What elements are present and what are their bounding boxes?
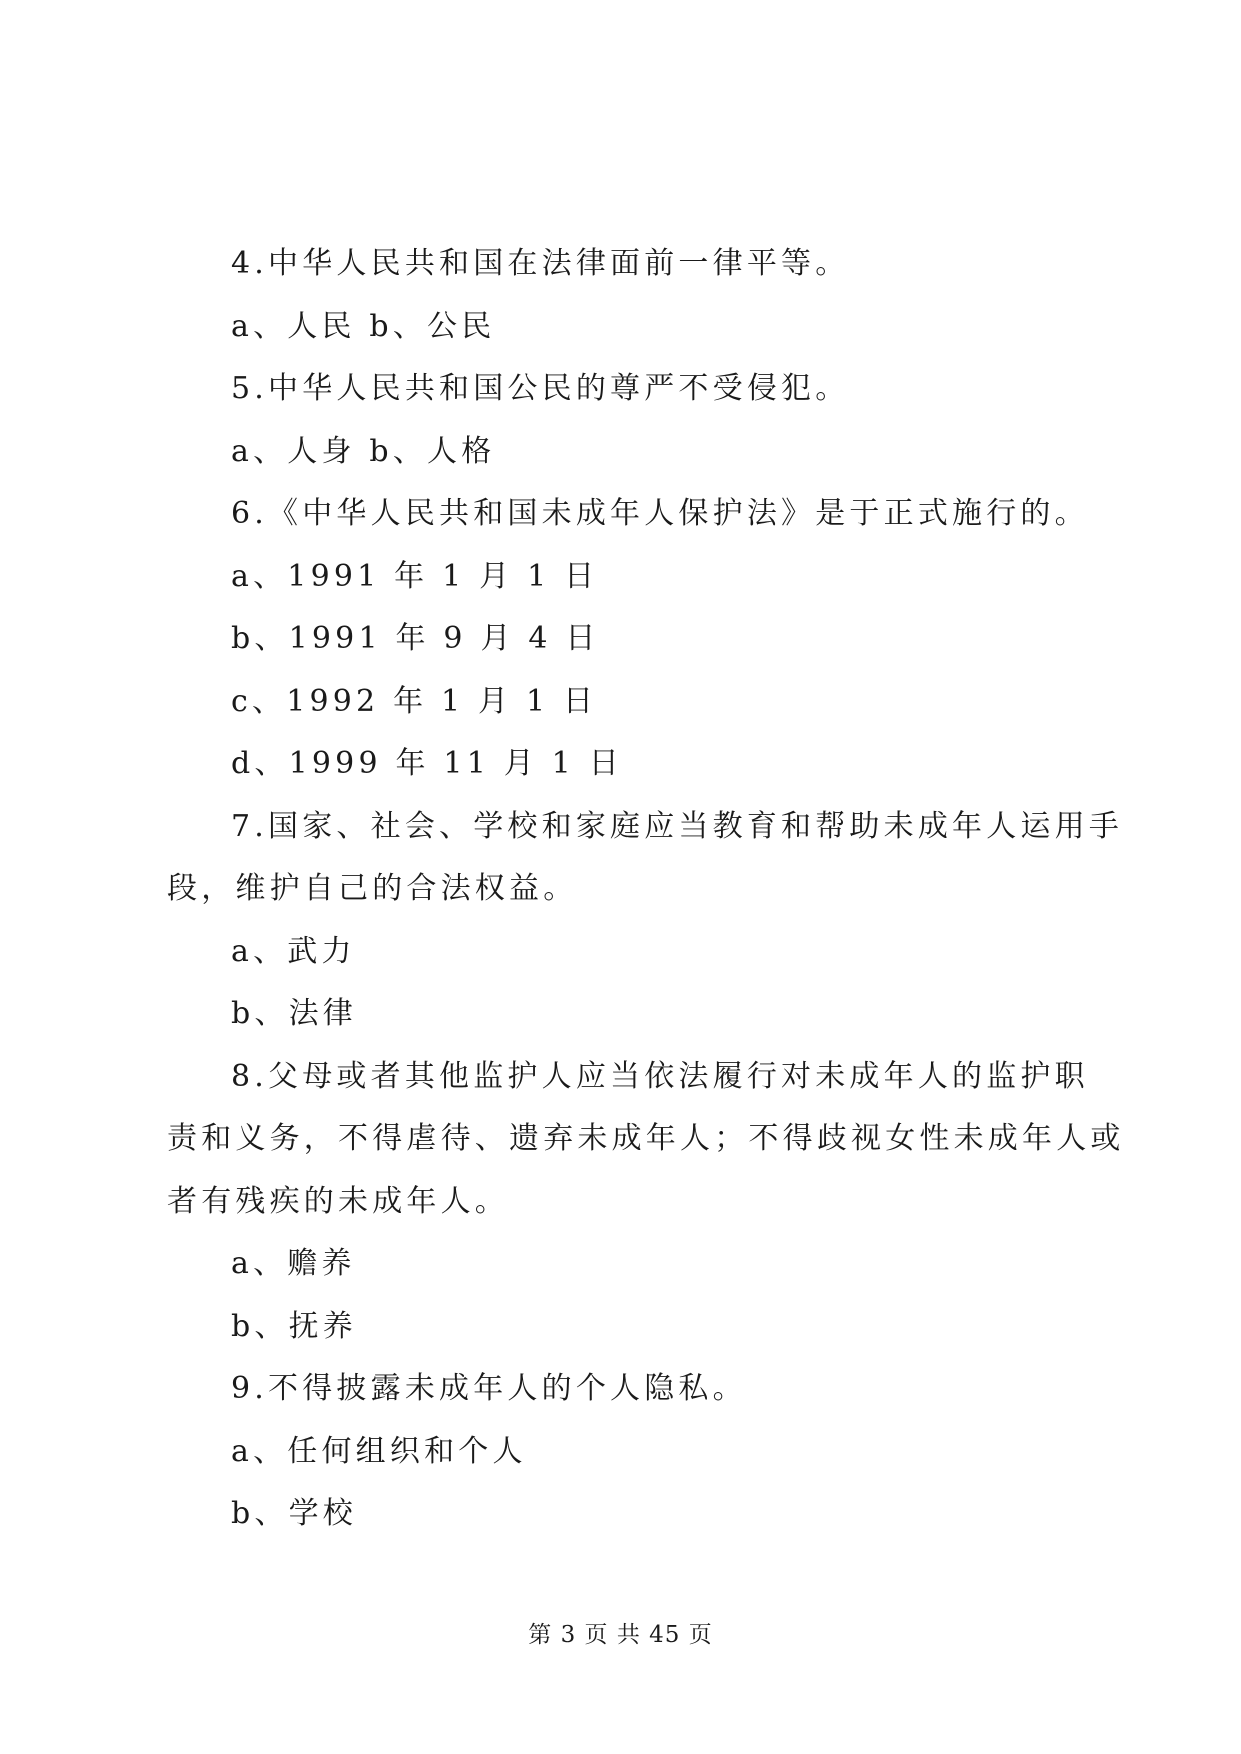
question-7-option-a: a、武力 [231,933,356,969]
question-6-option-a: a、1991 年 1 月 1 日 [231,558,599,594]
question-8-continued-2: 者有残疾的未成年人。 [167,1183,509,1219]
question-6-option-d: d、1999 年 11 月 1 日 [231,746,623,781]
question-7-continued: 段，维护自己的合法权益。 [167,871,578,906]
question-7: 7.国家、社会、学校和家庭应当教育和帮助未成年人运用手 [231,808,1124,844]
question-9: 9.不得披露未成年人的个人隐私。 [231,1371,747,1406]
question-5-options: a、人身 b、人格 [231,433,496,469]
question-8-option-b: b、抚养 [231,1308,358,1344]
question-8-continued-1: 责和义务，不得虐待、遗弃未成年人；不得歧视女性未成年人或 [167,1121,1125,1156]
question-4: 4.中华人民共和国在法律面前一律平等。 [231,246,850,281]
question-6-option-c: c、1992 年 1 月 1 日 [231,683,598,719]
question-8-option-a: a、赡养 [231,1246,356,1281]
question-5: 5.中华人民共和国公民的尊严不受侵犯。 [231,371,850,406]
question-4-options: a、人民 b、公民 [231,308,496,344]
question-7-option-b: b、法律 [231,996,358,1031]
question-8: 8.父母或者其他监护人应当依法履行对未成年人的监护职 [231,1058,1089,1094]
page-footer: 第 3 页 共 45 页 [528,1622,713,1648]
document-body [167,233,1125,1546]
question-6: 6.《中华人民共和国未成年人保护法》是于正式施行的。 [231,496,1089,531]
question-9-option-b: b、学校 [231,1496,358,1531]
question-9-option-a: a、任何组织和个人 [231,1433,527,1469]
question-6-option-b: b、1991 年 9 月 4 日 [231,621,600,656]
